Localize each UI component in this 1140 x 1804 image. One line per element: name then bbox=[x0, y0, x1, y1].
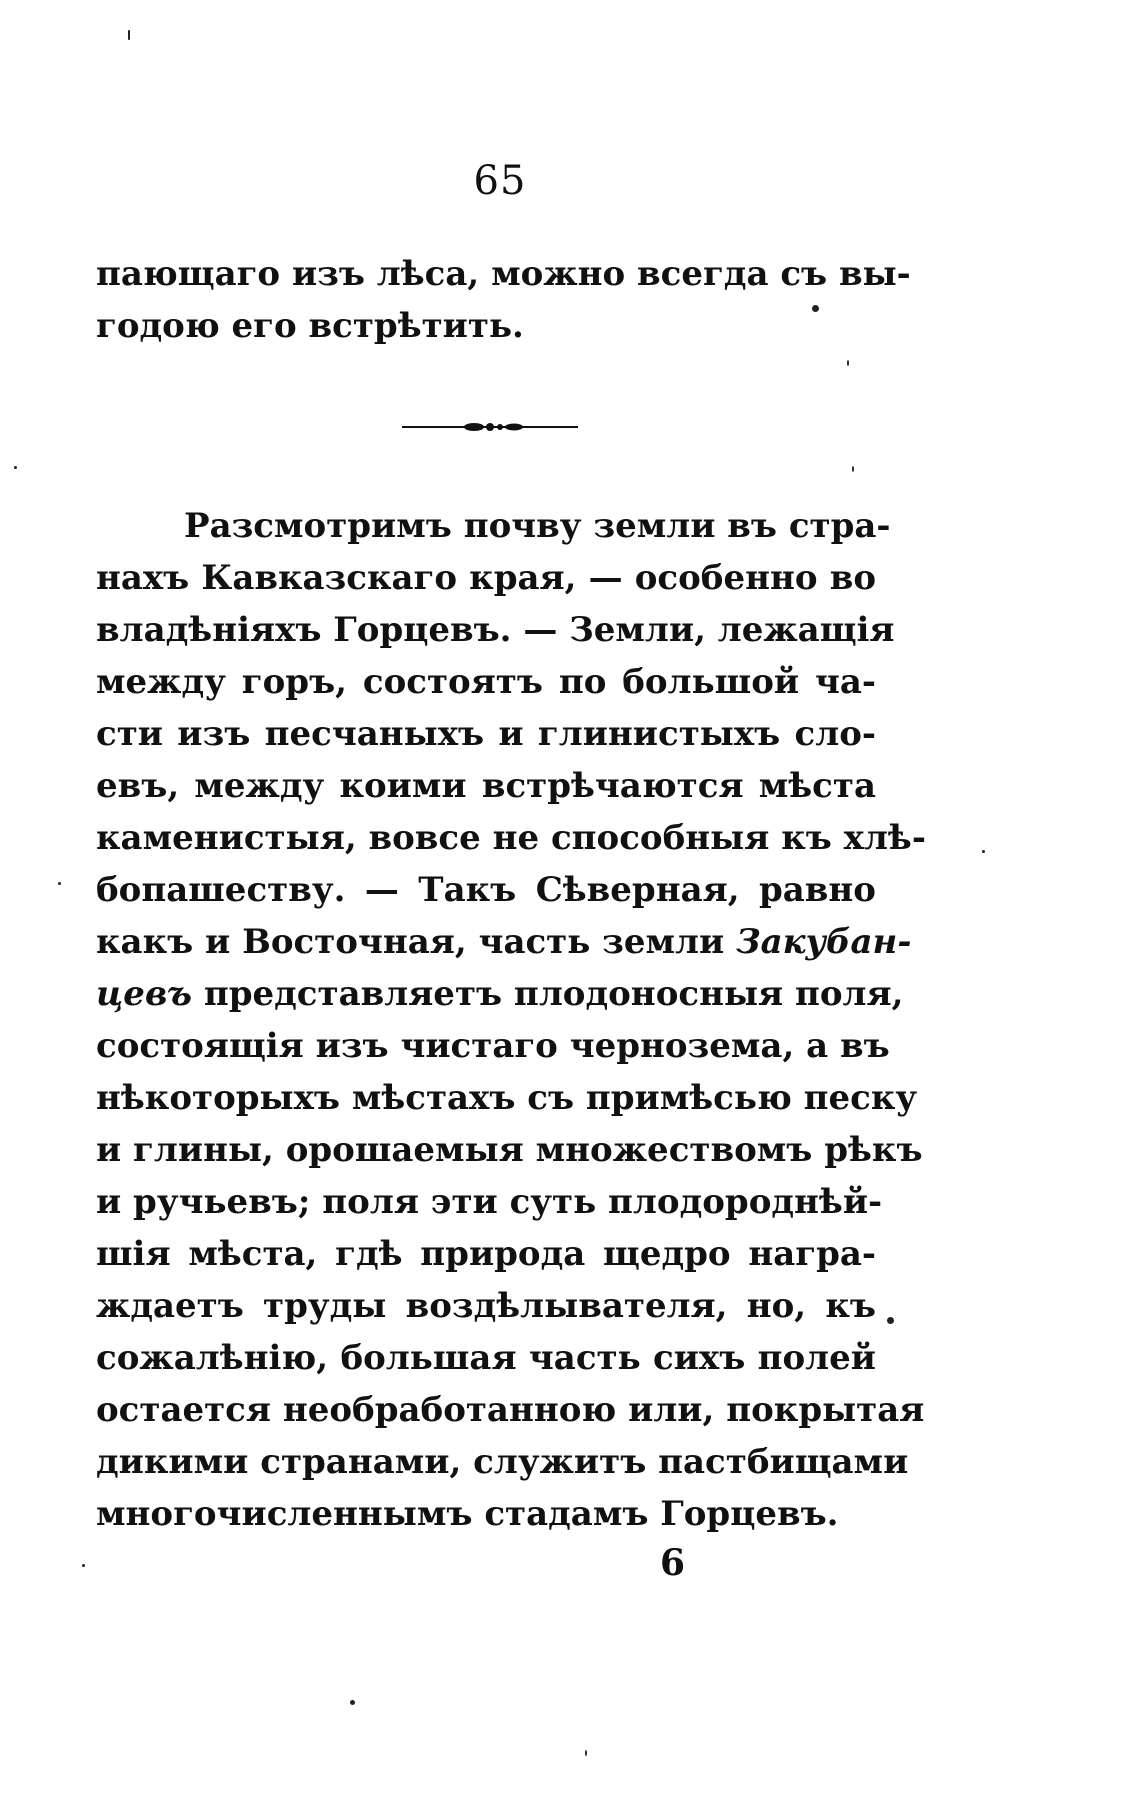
scan-speck bbox=[982, 850, 985, 853]
scan-speck bbox=[812, 305, 819, 312]
intro-text bbox=[96, 248, 911, 352]
paragraph-line: и глины, орошаемыя множествомъ рѣкъ bbox=[96, 1130, 923, 1170]
paragraph-line-with-italic bbox=[96, 916, 912, 968]
paragraph-line-with-italic bbox=[96, 968, 904, 1020]
section-divider-ornament bbox=[402, 420, 578, 434]
paragraph-line: дикими странами, служитъ пастбищами bbox=[96, 1442, 909, 1482]
scan-speck bbox=[128, 30, 130, 40]
scan-speck bbox=[847, 360, 849, 366]
paragraph-line: остается необработанною или, покрытая bbox=[96, 1390, 925, 1430]
scan-speck bbox=[58, 882, 61, 885]
paragraph-line: сожалѣнію, большая часть сихъ полей bbox=[96, 1338, 876, 1378]
scan-speck bbox=[887, 1317, 894, 1324]
scan-speck bbox=[852, 466, 854, 472]
scan-speck bbox=[585, 1750, 587, 1756]
intro-line-2: годою его встрѣтить. bbox=[96, 306, 524, 346]
scan-speck bbox=[14, 466, 17, 469]
paragraph-line: владѣніяхъ Горцевъ. — Земли, лежащія bbox=[96, 610, 895, 650]
paragraph-line: каменистыя, вовсе не способныя къ хлѣ- bbox=[96, 818, 926, 858]
signature-mark: 6 bbox=[660, 1542, 686, 1584]
paragraph-line: и ручьевъ; поля эти суть плодороднѣй- bbox=[96, 1182, 883, 1222]
italic-name-part-2: цевъ bbox=[96, 974, 192, 1014]
paragraph-line: нѣкоторыхъ мѣстахъ съ примѣсью песку bbox=[96, 1078, 918, 1118]
paragraph-line: состоящія изъ чистаго чернозема, а въ bbox=[96, 1026, 890, 1066]
paragraph-line-text: какъ и Восточная, часть земли bbox=[96, 922, 725, 962]
italic-name-part-1: Закубан- bbox=[736, 922, 912, 962]
paragraph-line: бопашеству. — Такъ Сѣверная, равно bbox=[96, 870, 876, 910]
paragraph-line: шія мѣста, гдѣ природа щедро награ- bbox=[96, 1234, 876, 1274]
paragraph-line-text: представляетъ плодоносныя поля, bbox=[203, 974, 904, 1014]
scan-speck bbox=[350, 1700, 355, 1705]
scan-speck bbox=[82, 1564, 85, 1567]
intro-line-1: пающаго изъ лѣса, можно всегда съ вы- bbox=[96, 254, 911, 294]
paragraph-line: многочисленнымъ стадамъ Горцевъ. bbox=[96, 1494, 839, 1534]
paragraph-line: нахъ Кавказскаго края, — особенно во bbox=[96, 558, 876, 598]
main-paragraph bbox=[96, 500, 926, 1540]
paragraph-line: Разсмотримъ почву земли въ стра- bbox=[184, 506, 891, 546]
paragraph-line: сти изъ песчаныхъ и глинистыхъ сло- bbox=[96, 714, 876, 754]
paragraph-line: ждаетъ труды воздѣлывателя, но, къ bbox=[96, 1286, 876, 1326]
paragraph-line: между горъ, состоятъ по большой ча- bbox=[96, 662, 876, 702]
page-number: 65 bbox=[473, 158, 527, 204]
paragraph-line: евъ, между коими встрѣчаются мѣста bbox=[96, 766, 876, 806]
